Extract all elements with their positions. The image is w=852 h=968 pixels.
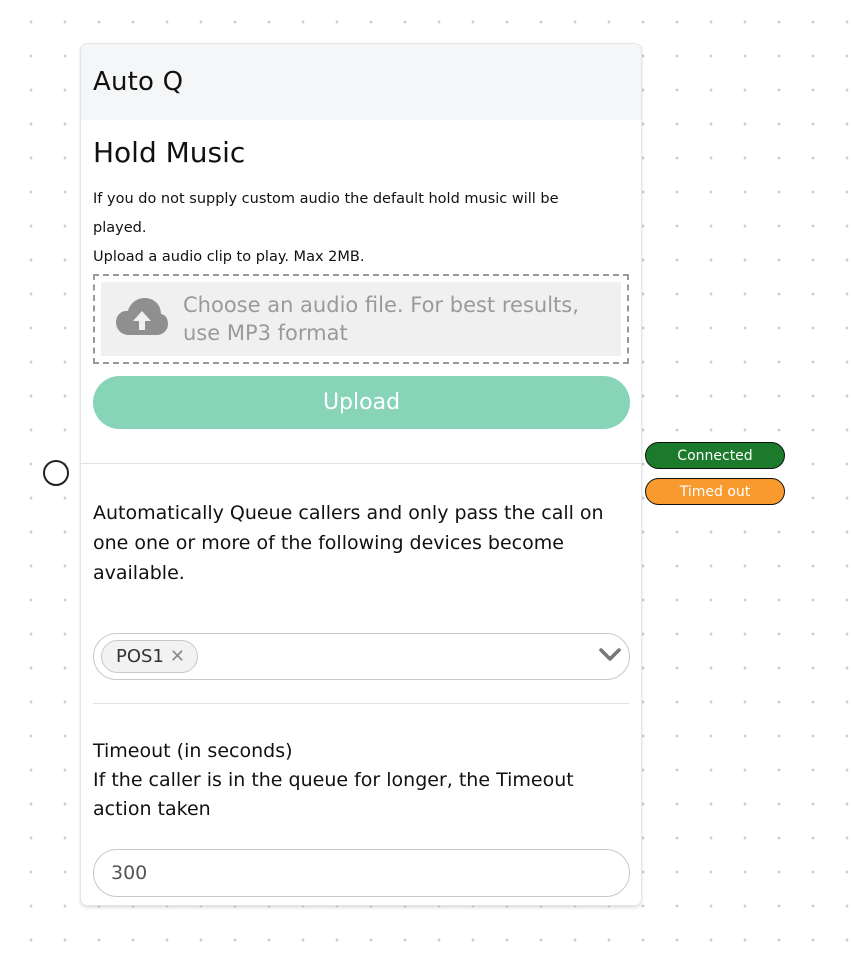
- audio-file-dropzone[interactable]: [93, 274, 629, 364]
- chevron-down-icon[interactable]: [599, 647, 621, 666]
- timeout-input[interactable]: [93, 849, 630, 897]
- timeout-help: If the caller is in the queue for longer, the Timeout action taken: [93, 769, 574, 820]
- hold-music-title: Hold Music: [93, 136, 246, 169]
- device-chip-label: POS1: [116, 646, 164, 667]
- timed-out-output[interactable]: Timed out: [645, 478, 785, 505]
- device-multiselect[interactable]: [93, 633, 630, 680]
- cloud-upload-icon: [115, 297, 169, 341]
- auto-q-node[interactable]: [81, 44, 641, 905]
- hold-music-section: [81, 136, 641, 429]
- file-placeholder: Choose an audio file. For best results, use MP3 format: [183, 293, 579, 345]
- device-chip: [101, 640, 198, 673]
- input-connector-handle[interactable]: [43, 460, 69, 486]
- timeout-label: Timeout (in seconds): [93, 740, 293, 762]
- queue-section: [81, 464, 641, 704]
- queue-description: Automatically Queue callers and only pass the call on one one or more of the following devices become available.: [93, 502, 604, 584]
- hold-music-info: If you do not supply custom audio the default hold music will be played.: [93, 191, 559, 236]
- timeout-section: [81, 704, 641, 897]
- connected-output[interactable]: Connected: [645, 442, 785, 469]
- node-title: Auto Q: [93, 67, 184, 97]
- node-header: [81, 44, 641, 120]
- upload-button[interactable]: Upload: [93, 376, 630, 429]
- upload-hint: Upload a audio clip to play. Max 2MB.: [93, 249, 365, 265]
- audio-file-chooser[interactable]: [101, 282, 621, 356]
- chip-remove-icon[interactable]: ✕: [169, 646, 185, 667]
